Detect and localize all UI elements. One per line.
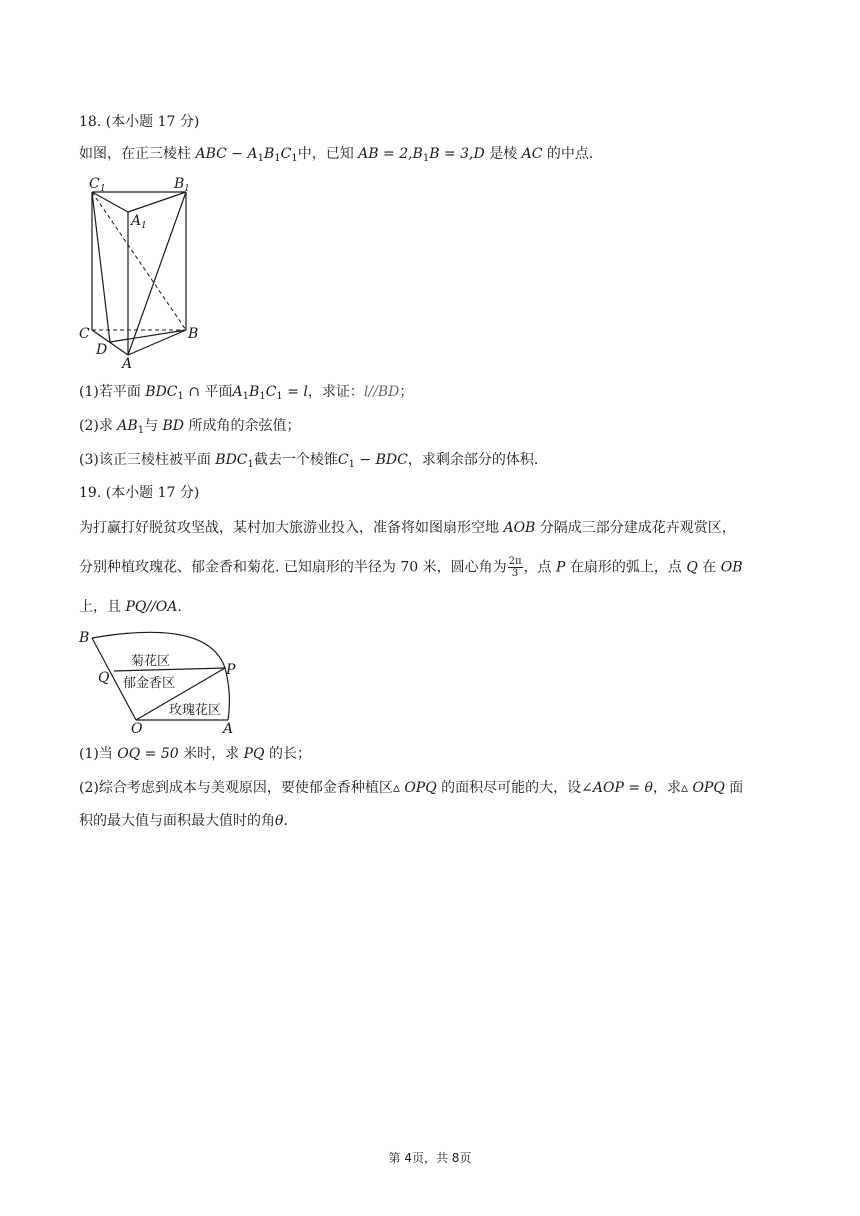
label-d: D xyxy=(96,342,108,358)
label-q: Q xyxy=(98,670,110,686)
label-b: B xyxy=(188,326,199,342)
prism-figure xyxy=(76,172,206,372)
q19-line2: 分别种植玫瑰花、郁金香和菊花. 已知扇形的半径为 70 米，圆心角为 $\frac{2\pi}{3}$ ，点 P 在扇形的弧上，点 Q 在 OB xyxy=(79,556,743,579)
label-a: A xyxy=(122,356,133,372)
label-b1: B xyxy=(174,176,185,192)
fraction-2pi-3: $\frac{2\pi}{3}$ xyxy=(508,556,522,579)
q18-header: 18. (本小题 17 分) xyxy=(79,114,200,130)
label-a: A xyxy=(223,721,234,737)
q19-line1: 为打赢打好脱贫攻坚战，某村加大旅游业投入，准备将如图扇形空地 AOB 分隔成三部分建成花卉观赏区， xyxy=(79,520,736,536)
q18-stem: 如图，在正三棱柱 ABC − $A_1B_1C_1$中，已知 AB = $2,B_1B = 3,D$ 是棱 AC 的中点. xyxy=(79,146,594,164)
page-footer: 第 4页，共 8页 xyxy=(388,1151,472,1165)
q19-part2-cont: 积的最大值与面积最大值时的角θ. xyxy=(79,813,288,829)
label-c1-sub: 1 xyxy=(100,184,106,194)
label-p: P xyxy=(226,662,236,678)
label-a1: A xyxy=(131,213,142,229)
q18-part1: (1)若平面 $BDC_1$ ∩ 平面$A_1B_1C_1 = l$，求证：l//BD； xyxy=(79,384,414,402)
q19-line3: 上，且 PQ//OA. xyxy=(79,599,182,615)
label-c: C xyxy=(79,326,90,342)
label-b1-sub: 1 xyxy=(184,184,190,194)
q18-part2: (2)求 $AB_1$与 BD 所成角的余弦值； xyxy=(79,418,301,436)
zone-tulip: 郁金香区 xyxy=(123,676,176,691)
q18-part3: (3)该正三棱柱被平面 $BDC_1$截去一个棱锥$C_1$ − BDC，求剩余部分的体积. xyxy=(79,452,539,470)
sector-figure xyxy=(76,624,246,736)
label-c1: C xyxy=(89,176,100,192)
zone-rose: 玫瑰花区 xyxy=(169,703,222,718)
q19-part2: (2)综合考虑到成本与美观原因，要使郁金香种植区▵ OPQ 的面积尽可能的大，设∠AOP = θ，求▵ OPQ 面 xyxy=(79,780,744,796)
label-a1-sub: 1 xyxy=(141,221,147,231)
q19-header: 19. (本小题 17 分) xyxy=(79,485,200,501)
label-o: O xyxy=(131,721,143,737)
zone-chrysanthemum: 菊花区 xyxy=(131,654,171,669)
label-b: B xyxy=(79,630,90,646)
q19-part1: (1)当 OQ = 50 米时，求 PQ 的长； xyxy=(79,746,311,762)
